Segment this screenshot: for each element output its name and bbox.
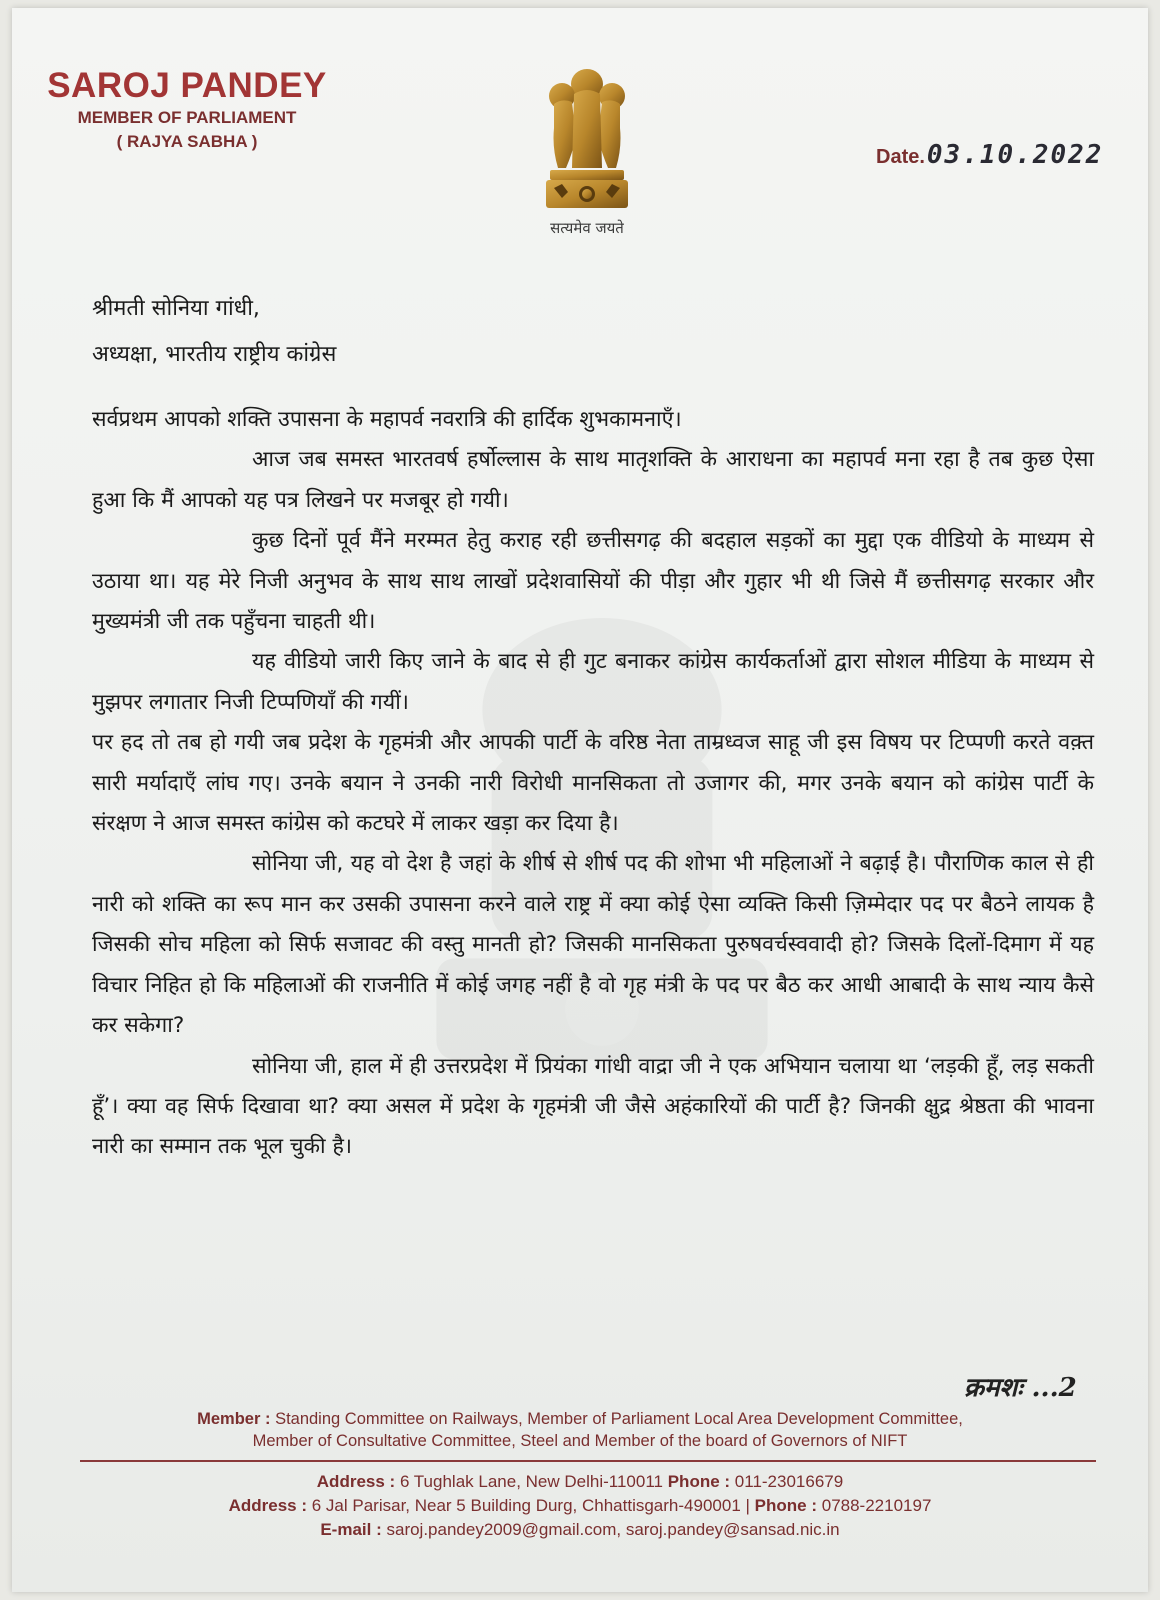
phone-label: Phone : xyxy=(754,1496,817,1515)
phone-label: Phone : xyxy=(667,1472,731,1491)
sender-name: SAROJ PANDEY xyxy=(47,66,327,105)
body-paragraph: पर हद तो तब हो गयी जब प्रदेश के गृहमंत्री और आपकी पार्टी के वरिष्ठ नेता ताम्रध्वज साहू जी इस विषय पर टिप्पणी करते वक़्त सारी मर्यादाएँ लांघ गए। उनके बयान ने उनकी नारी विरोधी मानसिकता तो उजागर की, मगर उनके बयान को कांग्रेस पार्टी के संरक्षण ने आज समस्त कांग्रेस को कटघरे में लाकर खड़ा कर दिया है। xyxy=(92,730,1095,837)
body-paragraph: कुछ दिनों पूर्व मैंने मरम्मत हेतु कराह रही छत्तीसगढ़ की बदहाल सड़कों का मुद्दा एक वीडियो के माध्यम से उठाया था। यह मेरे निजी अनुभव के साथ साथ लाखों प्रदेशवासियों की पीड़ा और गुहार भी थी जिसे मैं छत्तीसगढ़ सरकार और मुख्यमंत्री जी तक पहुँचना चाहती थी। xyxy=(92,528,1094,635)
national-emblem-icon xyxy=(532,58,642,218)
phone-delhi: 011-23016679 xyxy=(734,1472,844,1491)
member-line-1: Standing Committee on Railways, Member of Parliament Local Area Development Committee, xyxy=(275,1410,963,1428)
address-durg: 6 Jal Parisar, Near 5 Building Durg, Chhattisgarh-490001 | xyxy=(311,1496,750,1515)
date-label: Date. xyxy=(876,146,925,168)
continued-note: क्रमशः ...2 xyxy=(964,1373,1077,1403)
member-label: Member : xyxy=(197,1410,271,1428)
recipient-name: श्रीमती सोनिया गांधी, xyxy=(92,296,260,321)
sender-block xyxy=(42,66,332,154)
phone-durg: 0788-2210197 xyxy=(821,1496,932,1515)
body-paragraph: आज जब समस्त भारतवर्ष हर्षोल्लास के साथ मातृशक्ति के आराधना का महापर्व मना रहा है तब कुछ ऐसा हुआ कि मैं आपको यह पत्र लिखने पर मजबूर हो गयी। xyxy=(92,447,1094,513)
footer-membership xyxy=(52,1408,1108,1452)
body-paragraph: यह वीडियो जारी किए जाने के बाद से ही गुट बनाकर कांग्रेस कार्यकर्ताओं द्वारा सोशल मीडिया के माध्यम से मुझपर लगातार निजी टिप्पणियाँ की गयीं। xyxy=(92,649,1094,715)
emblem-motto: सत्यमेव जयते xyxy=(550,219,624,237)
footer-divider xyxy=(80,1460,1096,1462)
recipient-block xyxy=(92,286,336,378)
email-label: E-mail : xyxy=(320,1520,382,1539)
email-addresses: saroj.pandey2009@gmail.com, saroj.pandey@sansad.nic.in xyxy=(386,1520,840,1539)
body-paragraph: सर्वप्रथम आपको शक्ति उपासना के महापर्व नवरात्रि की हार्दिक शुभकामनाएँ। xyxy=(92,407,682,432)
address-label: Address : xyxy=(316,1472,396,1491)
address-delhi: 6 Tughlak Lane, New Delhi-110011 xyxy=(399,1472,663,1491)
sender-house: ( RAJYA SABHA ) xyxy=(116,132,258,151)
letter-page xyxy=(12,8,1148,1592)
member-line-2: Member of Consultative Committee, Steel and Member of the board of Governors of NIFT xyxy=(252,1432,908,1450)
recipient-designation: अध्यक्षा, भारतीय राष्ट्रीय कांग्रेस xyxy=(92,342,337,367)
sender-title: MEMBER OF PARLIAMENT xyxy=(77,108,297,127)
letter-date xyxy=(876,140,1103,170)
letter-body xyxy=(92,400,1094,1168)
footer-contact xyxy=(52,1470,1108,1542)
address-label: Address : xyxy=(228,1496,308,1515)
body-paragraph: सोनिया जी, यह वो देश है जहां के शीर्ष से शीर्ष पद की शोभा भी महिलाओं ने बढ़ाई है। पौराणिक काल से ही नारी को शक्ति का रूप मान कर उसकी उपासना करने वाले राष्ट्र में क्या कोई ऐसा व्यक्ति किसी ज़िम्मेदार पद पर बैठने लायक है जिसकी सोच महिला को सिर्फ सजावट की वस्तु मानती हो? जिसकी मानसिकता पुरुषवर्चस्ववादी हो? जिसके दिलों-दिमाग में यह विचार निहित हो कि महिलाओं की राजनीति में कोई जगह नहीं है वो गृह मंत्री के पद पर बैठ कर आधी आबादी के साथ न्याय कैसे कर सकेगा? xyxy=(92,851,1094,1039)
body-paragraph: सोनिया जी, हाल में ही उत्तरप्रदेश में प्रियंका गांधी वाद्रा जी ने एक अभियान चलाया था ‘लड़की हूँ, लड़ सकती हूँ’। क्या वह सिर्फ दिखावा था? क्या असल में प्रदेश के गृहमंत्री जी जैसे अहंकारियों की पार्टी है? जिनकी क्षुद्र श्रेष्ठता की भावना नारी का सम्मान तक भूल चुकी है। xyxy=(92,1053,1094,1160)
date-value: 03.10.2022 xyxy=(926,140,1104,170)
